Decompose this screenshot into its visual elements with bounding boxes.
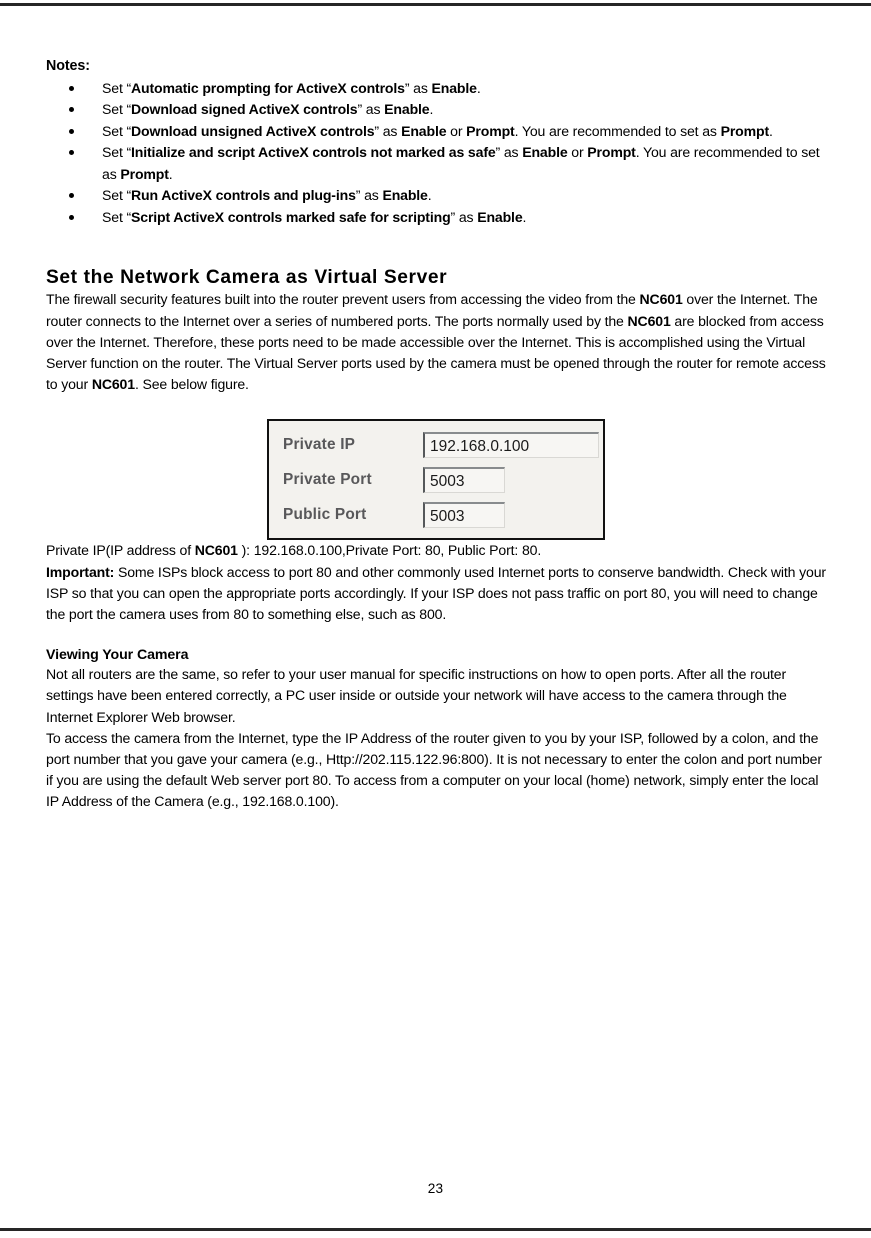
bold-text: Download signed ActiveX controls <box>131 101 358 118</box>
plain-text: Set “ <box>102 101 132 118</box>
notes-bullet-text <box>102 209 526 225</box>
bold-text: Enable <box>401 122 447 139</box>
bold-text: NC601 <box>639 291 683 308</box>
notes-block <box>46 58 827 228</box>
plain-text: are blocked from access over the Internet. Therefore, these ports need to be made accessible over the Internet. This is accomplished using the Virtual Server function on the router. The Virtual Server ports used by the camera must be opened through the router for remote access to your <box>46 312 826 393</box>
notes-bullet-text <box>102 187 432 203</box>
notes-bullet-text <box>102 123 773 139</box>
plain-text: . See below figure. <box>134 376 249 393</box>
figure-field-input[interactable]: 5003 <box>423 467 505 493</box>
notes-bullet-item <box>46 121 827 143</box>
bold-text: Enable <box>382 187 428 204</box>
bullet-dot-icon <box>69 129 74 134</box>
bold-text: Enable <box>477 208 523 225</box>
bold-text: Prompt <box>120 165 169 182</box>
figure-field-input[interactable]: 192.168.0.100 <box>423 432 599 458</box>
bullet-dot-icon <box>69 150 74 155</box>
page-bottom-rule <box>0 1228 871 1231</box>
plain-text: or <box>567 144 588 161</box>
plain-text: ” as <box>357 101 385 118</box>
plain-text: Set “ <box>102 122 132 139</box>
plain-text: . You are recommended to set as <box>102 144 820 182</box>
plain-text: Private IP(IP address of <box>46 542 195 559</box>
bold-text: Prompt <box>466 122 515 139</box>
notes-label: Notes: <box>46 58 90 74</box>
bullet-dot-icon <box>69 193 74 198</box>
figure-field-label: Private IP <box>283 435 356 453</box>
notes-bullet-text <box>102 80 481 96</box>
plain-text: ” as <box>404 79 432 96</box>
figure-field-label: Private Port <box>283 470 372 488</box>
plain-text: Set “ <box>102 144 132 161</box>
bold-text: Automatic prompting for ActiveX controls <box>131 79 405 96</box>
bold-text: Enable <box>431 79 477 96</box>
notes-bullet-text <box>102 101 433 117</box>
notes-bullet-item <box>46 99 827 121</box>
plain-text: Not all routers are the same, so refer to your user manual for specific instructions on how to open ports. After all the router settings have been entered correctly, a PC user inside or outside your network will have access to the camera through the Internet Explorer Web browser. <box>46 666 787 725</box>
notes-bullet-item <box>46 207 827 229</box>
plain-text: over the Internet. The router connects to the Internet over a series of numbered ports. The ports normally used by the <box>46 291 818 329</box>
access-paragraph <box>46 728 827 813</box>
notes-bullet-item <box>46 142 827 185</box>
plain-text: . <box>429 101 434 118</box>
plain-text: ” as <box>495 144 523 161</box>
viewing-your-camera-heading: Viewing Your Camera <box>46 647 189 664</box>
page-number: 23 <box>427 1181 444 1196</box>
bold-text: NC601 <box>627 312 671 329</box>
plain-text: ” as <box>355 187 383 204</box>
bold-text: Script ActiveX controls marked safe for scripting <box>131 208 451 225</box>
plain-text: . <box>476 79 481 96</box>
notes-bullet-item <box>46 78 827 100</box>
notes-bullet-text <box>102 144 820 182</box>
bold-text: Enable <box>384 101 430 118</box>
virtual-server-figure <box>46 419 827 540</box>
caption-paragraph <box>46 540 827 561</box>
bold-text: Initialize and script ActiveX controls not marked as safe <box>131 144 496 161</box>
bold-text: Download unsigned ActiveX controls <box>131 122 375 139</box>
plain-text: ” as <box>450 208 478 225</box>
plain-text: or <box>446 122 467 139</box>
routers-paragraph <box>46 664 827 728</box>
section-heading: Set the Network Camera as Virtual Server <box>46 267 448 289</box>
figure-form-row <box>269 497 603 532</box>
figure-field-input[interactable]: 5003 <box>423 502 505 528</box>
plain-text: ” as <box>374 122 402 139</box>
bold-text: Prompt <box>587 144 636 161</box>
figure-form-row <box>269 462 603 497</box>
plain-text: Set “ <box>102 187 132 204</box>
figure-frame <box>267 419 605 540</box>
bold-text: Enable <box>522 144 568 161</box>
bold-text: NC601 <box>194 542 238 559</box>
bullet-dot-icon <box>69 215 74 220</box>
plain-text: Set “ <box>102 79 132 96</box>
plain-text: . <box>769 122 773 139</box>
figure-form-row <box>269 427 603 462</box>
plain-text: Some ISPs block access to port 80 and other commonly used Internet ports to conserve bandwidth. Check with your ISP so that you can open the appropriate ports accordingly. If your ISP does not pass traffic on port 80, you will need to change the port the camera uses from 80 to something else, such as 800. <box>46 563 826 623</box>
plain-text: ): 192.168.0.100,Private Port: 80, Public Port: 80. <box>237 542 542 559</box>
bold-text: Important: <box>46 563 115 580</box>
bold-text: Prompt <box>720 122 769 139</box>
intro-paragraph <box>46 289 827 395</box>
plain-text: . <box>427 187 432 204</box>
notes-bullet-item <box>46 185 827 207</box>
bullet-dot-icon <box>69 86 74 91</box>
plain-text: . You are recommended to set as <box>514 122 721 139</box>
bullet-dot-icon <box>69 107 74 112</box>
notes-bullet-list <box>46 78 827 229</box>
plain-text: To access the camera from the Internet, type the IP Address of the router given to you by your ISP, followed by a colon, and the port number that you gave your camera (e.g., Http://202.115.122.96:800). It is not necessary to enter the colon and port number if you are using the default Web server port 80. To access from a computer on your local (home) network, simply enter the local IP Address of the Camera (e.g., 192.168.0.100). <box>46 729 822 810</box>
figure-field-label: Public Port <box>283 505 367 523</box>
plain-text: Set “ <box>102 208 132 225</box>
bold-text: NC601 <box>91 376 135 393</box>
bold-text: Run ActiveX controls and plug-ins <box>131 187 356 204</box>
plain-text: . <box>168 165 173 182</box>
important-paragraph <box>46 562 827 626</box>
plain-text: . <box>522 208 527 225</box>
plain-text: The firewall security features built into the router prevent users from accessing the video from the <box>46 291 640 308</box>
